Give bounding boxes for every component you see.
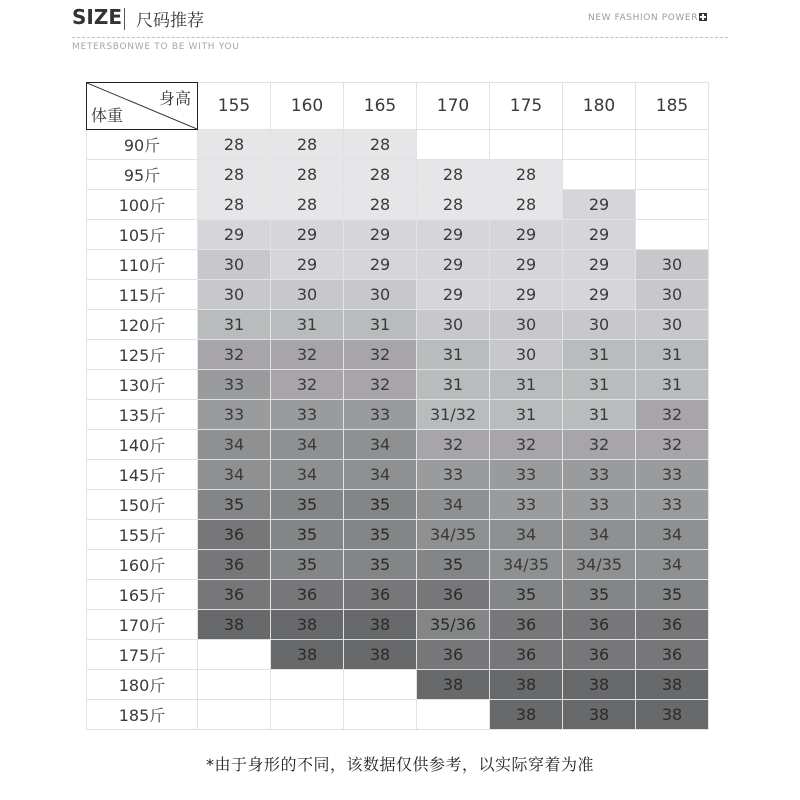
size-row xyxy=(87,370,709,400)
size-cell: 35 xyxy=(344,490,417,520)
size-cell: 28 xyxy=(417,160,490,190)
size-cell: 34 xyxy=(198,430,271,460)
weight-label: 170斤 xyxy=(87,610,198,640)
size-cell: 28 xyxy=(344,130,417,160)
size-cell xyxy=(417,130,490,160)
size-cell: 38 xyxy=(198,610,271,640)
size-cell: 36 xyxy=(417,640,490,670)
size-cell: 30 xyxy=(563,310,636,340)
size-cell: 32 xyxy=(198,340,271,370)
size-row xyxy=(87,700,709,730)
size-cell: 32 xyxy=(344,370,417,400)
size-cell: 35 xyxy=(271,520,344,550)
size-title: SIZE xyxy=(72,5,123,29)
size-cell xyxy=(198,700,271,730)
size-cell: 28 xyxy=(344,160,417,190)
size-cell: 35 xyxy=(417,550,490,580)
height-header-160: 160 xyxy=(271,83,344,130)
size-cell: 38 xyxy=(271,610,344,640)
weight-label: 90斤 xyxy=(87,130,198,160)
size-row xyxy=(87,580,709,610)
weight-axis-label: 体重 xyxy=(91,106,124,125)
size-cell: 34 xyxy=(344,460,417,490)
size-cell: 35 xyxy=(271,490,344,520)
size-cell: 31 xyxy=(344,310,417,340)
weight-label: 155斤 xyxy=(87,520,198,550)
size-cell: 29 xyxy=(490,220,563,250)
size-cell: 35 xyxy=(344,520,417,550)
size-cell: 33 xyxy=(271,400,344,430)
size-cell: 32 xyxy=(417,430,490,460)
size-cell xyxy=(198,670,271,700)
size-cell: 29 xyxy=(344,220,417,250)
size-cell: 31 xyxy=(636,370,709,400)
size-row xyxy=(87,550,709,580)
size-row xyxy=(87,640,709,670)
size-cell: 32 xyxy=(563,430,636,460)
height-header-165: 165 xyxy=(344,83,417,130)
size-cell: 36 xyxy=(417,580,490,610)
size-cell: 28 xyxy=(198,130,271,160)
size-cell: 38 xyxy=(490,700,563,730)
size-cell: 30 xyxy=(636,250,709,280)
size-cell: 32 xyxy=(636,400,709,430)
height-header-170: 170 xyxy=(417,83,490,130)
size-cell: 31 xyxy=(490,400,563,430)
size-cell: 31 xyxy=(271,310,344,340)
size-cell: 34 xyxy=(271,460,344,490)
height-header-175: 175 xyxy=(490,83,563,130)
size-cell: 38 xyxy=(417,670,490,700)
size-cell: 36 xyxy=(198,550,271,580)
size-chart-table xyxy=(86,82,709,730)
size-cell: 29 xyxy=(563,280,636,310)
size-cell: 30 xyxy=(198,250,271,280)
size-cell: 35 xyxy=(271,550,344,580)
header-separator xyxy=(124,8,125,30)
size-cell: 33 xyxy=(417,460,490,490)
height-header-155: 155 xyxy=(198,83,271,130)
size-cell: 34 xyxy=(417,490,490,520)
size-cell: 28 xyxy=(490,160,563,190)
size-cell: 35 xyxy=(344,550,417,580)
size-cell: 29 xyxy=(563,220,636,250)
size-cell: 29 xyxy=(490,280,563,310)
size-cell: 28 xyxy=(271,160,344,190)
size-cell xyxy=(271,700,344,730)
size-cell: 29 xyxy=(417,280,490,310)
size-cell: 28 xyxy=(490,190,563,220)
size-cell: 35/36 xyxy=(417,610,490,640)
weight-label: 100斤 xyxy=(87,190,198,220)
size-cell xyxy=(271,670,344,700)
weight-label: 185斤 xyxy=(87,700,198,730)
size-row xyxy=(87,130,709,160)
size-cell: 38 xyxy=(636,700,709,730)
size-cell: 30 xyxy=(198,280,271,310)
size-cell: 33 xyxy=(198,370,271,400)
size-cell: 33 xyxy=(563,490,636,520)
size-row xyxy=(87,340,709,370)
size-cell: 29 xyxy=(198,220,271,250)
size-cell xyxy=(636,130,709,160)
size-row xyxy=(87,310,709,340)
size-cell: 32 xyxy=(636,430,709,460)
size-cell: 31 xyxy=(198,310,271,340)
weight-label: 175斤 xyxy=(87,640,198,670)
brand-subtitle: METERSBONWE TO BE WITH YOU xyxy=(72,42,240,52)
size-cell: 28 xyxy=(344,190,417,220)
size-cell xyxy=(490,130,563,160)
size-cell: 31/32 xyxy=(417,400,490,430)
size-cell xyxy=(344,700,417,730)
size-cell: 38 xyxy=(563,670,636,700)
size-cell: 31 xyxy=(563,400,636,430)
size-row xyxy=(87,610,709,640)
weight-label: 110斤 xyxy=(87,250,198,280)
size-cell: 31 xyxy=(417,340,490,370)
size-cell: 34 xyxy=(563,520,636,550)
size-cell: 36 xyxy=(271,580,344,610)
size-cell: 34/35 xyxy=(417,520,490,550)
size-row xyxy=(87,490,709,520)
size-cell xyxy=(198,640,271,670)
size-cell: 31 xyxy=(563,340,636,370)
size-cell: 34/35 xyxy=(490,550,563,580)
size-cell: 34 xyxy=(198,460,271,490)
size-cell: 34 xyxy=(271,430,344,460)
size-cell: 33 xyxy=(198,400,271,430)
size-cell: 28 xyxy=(198,190,271,220)
size-row xyxy=(87,220,709,250)
size-cell: 30 xyxy=(271,280,344,310)
size-cell: 38 xyxy=(271,640,344,670)
size-cell: 33 xyxy=(636,490,709,520)
plus-square-icon xyxy=(699,13,707,21)
size-row xyxy=(87,520,709,550)
size-row xyxy=(87,190,709,220)
weight-label: 115斤 xyxy=(87,280,198,310)
size-cell: 29 xyxy=(490,250,563,280)
size-cell: 34/35 xyxy=(563,550,636,580)
size-cell: 35 xyxy=(490,580,563,610)
height-header-185: 185 xyxy=(636,83,709,130)
height-header-row xyxy=(87,83,709,130)
size-cell xyxy=(563,160,636,190)
weight-label: 165斤 xyxy=(87,580,198,610)
size-cell: 32 xyxy=(344,340,417,370)
weight-label: 150斤 xyxy=(87,490,198,520)
size-cell: 38 xyxy=(344,640,417,670)
size-cell: 30 xyxy=(344,280,417,310)
size-chart-body xyxy=(87,83,709,730)
size-row xyxy=(87,160,709,190)
size-row xyxy=(87,280,709,310)
size-cell: 36 xyxy=(344,580,417,610)
size-cell: 28 xyxy=(271,130,344,160)
size-cell: 33 xyxy=(490,460,563,490)
size-cell: 36 xyxy=(636,610,709,640)
size-cell: 34 xyxy=(636,550,709,580)
corner-cell xyxy=(87,83,198,130)
size-cell: 35 xyxy=(636,580,709,610)
size-cell: 29 xyxy=(271,220,344,250)
size-cell: 30 xyxy=(636,280,709,310)
size-cell: 28 xyxy=(417,190,490,220)
weight-label: 160斤 xyxy=(87,550,198,580)
height-axis-label: 身高 xyxy=(158,89,191,108)
footer-note: *由于身形的不同，该数据仅供参考，以实际穿着为准 xyxy=(205,755,594,774)
size-cell: 30 xyxy=(490,310,563,340)
weight-label: 135斤 xyxy=(87,400,198,430)
weight-label: 145斤 xyxy=(87,460,198,490)
size-cell: 29 xyxy=(563,250,636,280)
size-cell: 36 xyxy=(490,640,563,670)
weight-label: 130斤 xyxy=(87,370,198,400)
size-cell xyxy=(636,190,709,220)
size-cell: 36 xyxy=(198,520,271,550)
size-cell: 36 xyxy=(198,580,271,610)
size-cell: 32 xyxy=(271,370,344,400)
size-cell xyxy=(636,160,709,190)
size-cell xyxy=(417,700,490,730)
size-cell: 34 xyxy=(636,520,709,550)
size-cell: 36 xyxy=(563,640,636,670)
size-cell: 31 xyxy=(636,340,709,370)
brand-tagline-text: NEW FASHION POWER xyxy=(588,13,699,23)
size-cell: 33 xyxy=(563,460,636,490)
size-cell: 33 xyxy=(636,460,709,490)
size-cell: 38 xyxy=(563,700,636,730)
size-cell: 29 xyxy=(417,250,490,280)
size-cell: 30 xyxy=(417,310,490,340)
weight-label: 140斤 xyxy=(87,430,198,460)
size-cell: 34 xyxy=(490,520,563,550)
weight-label: 180斤 xyxy=(87,670,198,700)
weight-label: 125斤 xyxy=(87,340,198,370)
size-cell: 29 xyxy=(271,250,344,280)
size-cell: 32 xyxy=(271,340,344,370)
size-cell: 31 xyxy=(417,370,490,400)
weight-label: 95斤 xyxy=(87,160,198,190)
size-row xyxy=(87,250,709,280)
size-cell: 33 xyxy=(344,400,417,430)
size-row xyxy=(87,670,709,700)
size-cell: 36 xyxy=(490,610,563,640)
size-cell: 30 xyxy=(636,310,709,340)
size-cell: 35 xyxy=(563,580,636,610)
height-header-180: 180 xyxy=(563,83,636,130)
size-cell: 28 xyxy=(198,160,271,190)
size-cell: 29 xyxy=(344,250,417,280)
size-cell: 34 xyxy=(344,430,417,460)
header-divider xyxy=(72,37,728,38)
size-cell xyxy=(563,130,636,160)
size-cell: 31 xyxy=(563,370,636,400)
size-cell: 32 xyxy=(490,430,563,460)
size-row xyxy=(87,400,709,430)
size-cell: 31 xyxy=(490,370,563,400)
size-row xyxy=(87,460,709,490)
size-cell: 29 xyxy=(563,190,636,220)
weight-label: 105斤 xyxy=(87,220,198,250)
weight-label: 120斤 xyxy=(87,310,198,340)
size-cell: 36 xyxy=(563,610,636,640)
size-title-cn: 尺码推荐 xyxy=(136,11,204,31)
size-cell: 28 xyxy=(271,190,344,220)
size-cell xyxy=(636,220,709,250)
size-cell: 35 xyxy=(198,490,271,520)
size-cell: 36 xyxy=(636,640,709,670)
size-cell: 30 xyxy=(490,340,563,370)
size-cell: 38 xyxy=(344,610,417,640)
size-cell: 38 xyxy=(636,670,709,700)
size-cell: 29 xyxy=(417,220,490,250)
size-cell: 33 xyxy=(490,490,563,520)
size-row xyxy=(87,430,709,460)
size-cell xyxy=(344,670,417,700)
size-cell: 38 xyxy=(490,670,563,700)
brand-tagline xyxy=(588,13,707,23)
